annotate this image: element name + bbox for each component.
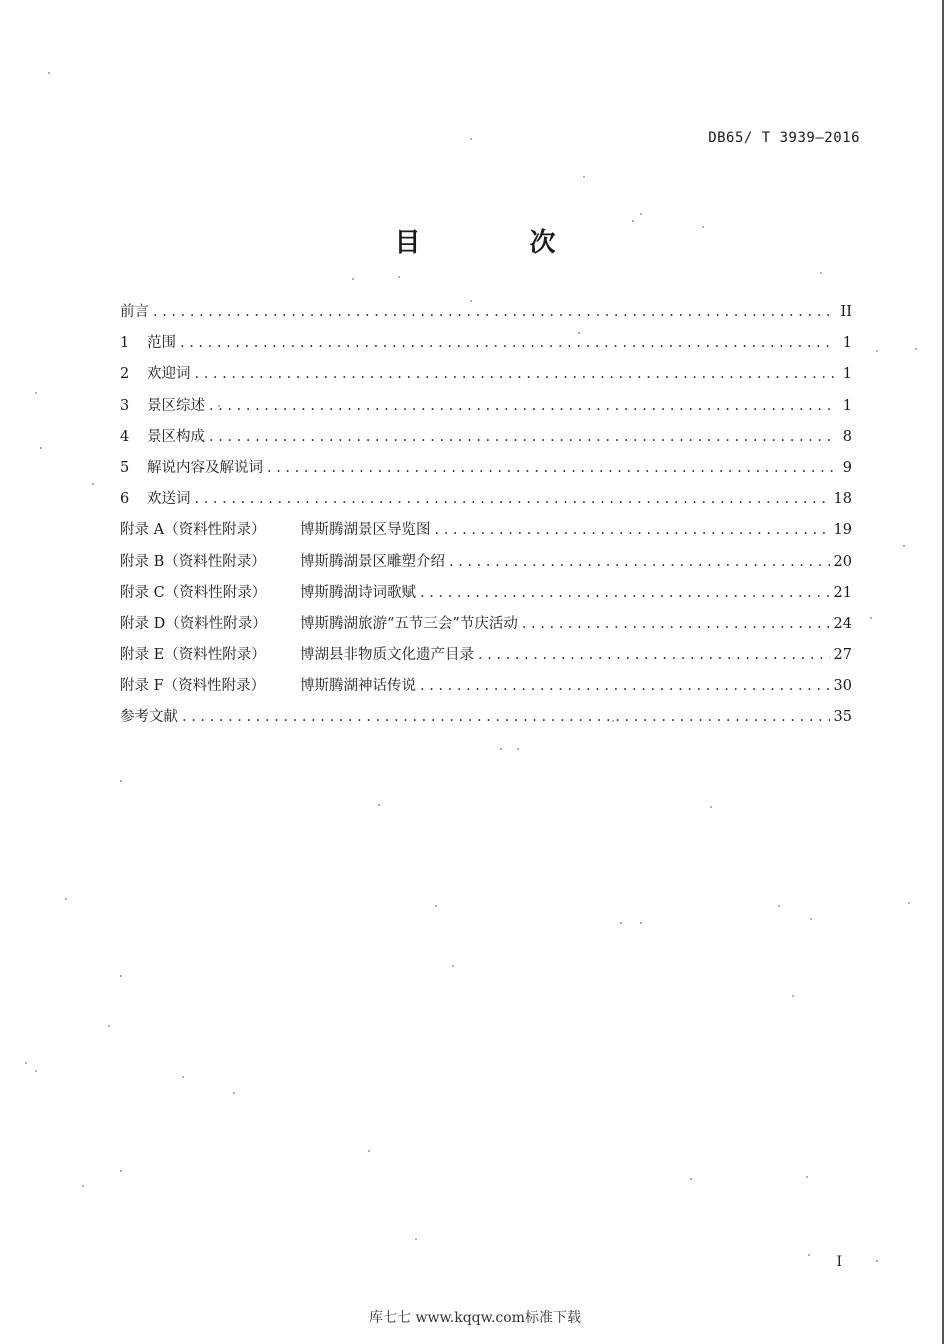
toc-entry[interactable] bbox=[120, 551, 852, 582]
table-of-contents bbox=[120, 301, 852, 738]
scan-speck bbox=[870, 617, 872, 619]
scan-speck bbox=[470, 300, 472, 302]
scan-speck bbox=[820, 272, 822, 274]
scan-speck bbox=[25, 1062, 27, 1064]
toc-entry-page: 24 bbox=[833, 615, 852, 632]
toc-entry-title: 博斯腾湖景区导览图 bbox=[300, 522, 431, 539]
scan-speck bbox=[120, 780, 122, 782]
scan-speck bbox=[612, 720, 614, 722]
scan-speck bbox=[368, 1150, 370, 1152]
footer-watermark: 库七七 www.kqqw.com标准下载 bbox=[369, 1310, 581, 1326]
toc-entry-label bbox=[120, 675, 416, 697]
toc-title: 目 次 bbox=[394, 228, 606, 258]
toc-entry-label bbox=[147, 395, 205, 417]
toc-entry[interactable] bbox=[120, 363, 852, 394]
appendix-prefix: 附录 F（资料性附录） bbox=[120, 678, 266, 695]
scan-speck bbox=[583, 176, 585, 178]
scan-speck bbox=[632, 220, 634, 222]
scan-speck bbox=[908, 902, 910, 904]
toc-entry[interactable] bbox=[120, 426, 852, 457]
scan-speck bbox=[903, 545, 905, 547]
toc-entry-title: 范围 bbox=[147, 335, 176, 352]
toc-entry[interactable] bbox=[120, 395, 852, 426]
scan-speck bbox=[435, 905, 437, 907]
scan-speck bbox=[620, 922, 622, 924]
scan-speck bbox=[640, 213, 642, 215]
scan-speck bbox=[470, 138, 472, 140]
toc-entry-label bbox=[120, 301, 149, 323]
toc-entry-number: 3 bbox=[120, 397, 130, 414]
toc-leader-dots bbox=[420, 675, 830, 697]
appendix-prefix: 附录 A（资料性附录） bbox=[120, 522, 266, 539]
toc-entry-number: 6 bbox=[120, 491, 130, 508]
scan-speck bbox=[690, 1178, 692, 1180]
toc-entry-label bbox=[120, 582, 416, 604]
appendix-prefix: 附录 C（资料性附录） bbox=[120, 584, 267, 601]
scan-speck bbox=[182, 1076, 184, 1078]
toc-entry-label bbox=[120, 706, 178, 728]
scan-speck bbox=[40, 447, 42, 449]
toc-entry-label bbox=[120, 644, 474, 666]
toc-entry-number: 5 bbox=[120, 459, 130, 476]
toc-entry-page: 30 bbox=[833, 678, 852, 695]
toc-entry-title: 博斯腾湖旅游“五节三会”节庆活动 bbox=[300, 615, 518, 632]
scan-speck bbox=[452, 965, 454, 967]
toc-leader-dots bbox=[209, 395, 834, 417]
toc-entry-number: 4 bbox=[120, 428, 130, 445]
scan-speck bbox=[702, 226, 704, 228]
toc-leader-dots bbox=[209, 426, 834, 448]
toc-entry-label bbox=[120, 519, 431, 541]
scan-edge-line bbox=[942, 0, 944, 1344]
toc-entry-title: 博湖县非物质文化遗产目录 bbox=[300, 647, 474, 664]
scan-speck bbox=[792, 995, 794, 997]
toc-leader-dots bbox=[153, 301, 834, 323]
toc-entry-page: 1 bbox=[842, 366, 852, 383]
toc-entry-label bbox=[120, 551, 445, 573]
toc-entry[interactable] bbox=[120, 582, 852, 613]
scan-speck bbox=[65, 898, 67, 900]
toc-entry-label bbox=[147, 363, 191, 385]
toc-entry-label bbox=[147, 332, 176, 354]
toc-entry-title: 欢迎词 bbox=[147, 366, 191, 383]
toc-leader-dots bbox=[449, 551, 830, 573]
toc-entry-number: 1 bbox=[120, 335, 130, 352]
toc-entry-title: 博斯腾湖诗词歌赋 bbox=[300, 584, 416, 601]
scan-speck bbox=[35, 1070, 37, 1072]
scan-speck bbox=[778, 905, 780, 907]
toc-leader-dots bbox=[195, 488, 830, 510]
toc-leader-dots bbox=[478, 644, 830, 666]
toc-entry-page: 27 bbox=[833, 647, 852, 664]
toc-entry-title: 博斯腾湖神话传说 bbox=[300, 678, 416, 695]
toc-entry[interactable] bbox=[120, 644, 852, 675]
toc-entry-title: 博斯腾湖景区雕塑介绍 bbox=[300, 553, 445, 570]
toc-entry-title: 解说内容及解说词 bbox=[147, 459, 263, 476]
scan-speck bbox=[640, 922, 642, 924]
toc-entry[interactable] bbox=[120, 613, 852, 644]
toc-entry-title: 欢送词 bbox=[147, 491, 191, 508]
toc-leader-dots bbox=[420, 582, 830, 604]
toc-entry[interactable] bbox=[120, 519, 852, 550]
scan-speck bbox=[398, 276, 400, 278]
scan-speck bbox=[876, 1260, 878, 1262]
scan-speck bbox=[876, 350, 878, 352]
toc-entry-title: 前言 bbox=[120, 304, 149, 320]
scan-speck bbox=[120, 1170, 122, 1172]
toc-entry-page: 35 bbox=[833, 709, 852, 726]
toc-leader-dots bbox=[435, 519, 830, 541]
scan-speck bbox=[415, 1238, 417, 1240]
scan-speck bbox=[48, 72, 50, 74]
toc-leader-dots bbox=[195, 363, 835, 385]
toc-entry-page: 1 bbox=[842, 335, 852, 352]
appendix-prefix: 附录 D（资料性附录） bbox=[120, 615, 267, 632]
scan-speck bbox=[233, 1092, 235, 1094]
scan-speck bbox=[500, 748, 502, 750]
scan-speck bbox=[806, 1176, 808, 1178]
toc-leader-dots bbox=[180, 332, 834, 354]
toc-leader-dots bbox=[267, 457, 834, 479]
toc-entry[interactable] bbox=[120, 301, 852, 332]
toc-entry-label bbox=[147, 488, 191, 510]
toc-entry-label bbox=[120, 613, 518, 635]
toc-entry-page: 20 bbox=[833, 553, 852, 570]
scan-speck bbox=[120, 975, 122, 977]
toc-leader-dots bbox=[182, 706, 830, 728]
toc-entry[interactable] bbox=[120, 488, 852, 519]
toc-entry-page: 18 bbox=[833, 491, 852, 508]
page-number: I bbox=[836, 1254, 842, 1270]
toc-entry-page: II bbox=[840, 304, 852, 320]
toc-entry-title: 景区构成 bbox=[147, 428, 205, 445]
toc-entry-page: 21 bbox=[833, 584, 852, 601]
scan-speck bbox=[92, 483, 94, 485]
scan-speck bbox=[108, 1025, 110, 1027]
scan-speck bbox=[218, 405, 220, 407]
appendix-prefix: 附录 E（资料性附录） bbox=[120, 647, 266, 664]
toc-leader-dots bbox=[522, 613, 830, 635]
scan-speck bbox=[82, 1185, 84, 1187]
toc-entry[interactable] bbox=[120, 457, 852, 488]
scan-speck bbox=[352, 278, 354, 280]
appendix-prefix: 附录 B（资料性附录） bbox=[120, 553, 266, 570]
toc-entry-page: 19 bbox=[833, 522, 852, 539]
scan-speck bbox=[808, 1254, 810, 1256]
toc-entry-title: 景区综述 bbox=[147, 397, 205, 414]
toc-entry-page: 8 bbox=[842, 428, 852, 445]
scan-speck bbox=[710, 806, 712, 808]
toc-entry[interactable] bbox=[120, 675, 852, 706]
scan-speck bbox=[810, 918, 812, 920]
scan-speck bbox=[578, 332, 580, 334]
toc-entry-title: 参考文献 bbox=[120, 709, 178, 726]
toc-entry[interactable] bbox=[120, 332, 852, 363]
scan-speck bbox=[517, 748, 519, 750]
document-code: DB65/ T 3939—2016 bbox=[708, 130, 860, 146]
toc-entry-number: 2 bbox=[120, 366, 130, 383]
scan-speck bbox=[378, 804, 380, 806]
toc-entry-label bbox=[147, 426, 205, 448]
toc-entry-page: 9 bbox=[842, 459, 852, 476]
toc-entry-page: 1 bbox=[842, 397, 852, 414]
toc-entry[interactable] bbox=[120, 706, 852, 737]
scan-speck bbox=[35, 392, 37, 394]
toc-entry-label bbox=[147, 457, 263, 479]
scan-speck bbox=[915, 348, 917, 350]
